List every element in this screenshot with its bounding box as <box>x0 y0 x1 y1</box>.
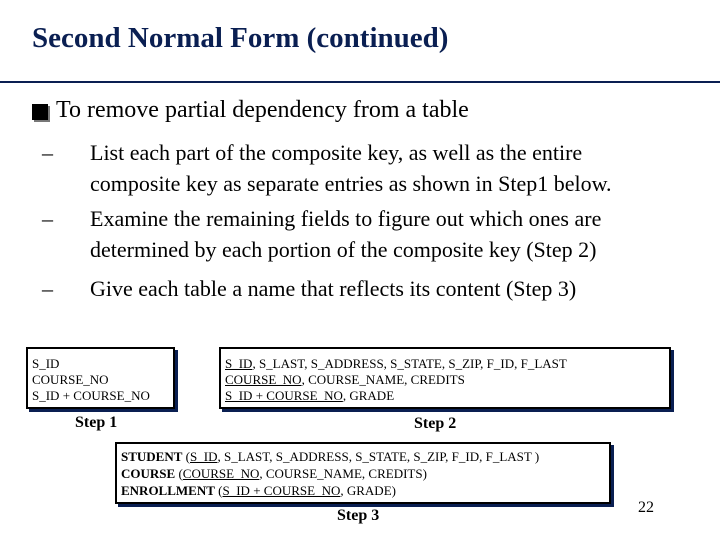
sub-bullet-1 <box>42 137 712 199</box>
step3-box <box>115 442 611 504</box>
paren: ( <box>175 466 183 481</box>
step2-row <box>225 372 665 388</box>
dash-icon: – <box>42 206 53 231</box>
page-number: 22 <box>638 499 654 516</box>
step1-box <box>26 347 175 409</box>
title-underline <box>0 81 720 83</box>
step3-row <box>121 482 605 499</box>
step2-key: COURSE_NO <box>225 372 302 387</box>
step3-fields: , S_LAST, S_ADDRESS, S_STATE, S_ZIP, F_ID, F_LAST ) <box>217 449 540 464</box>
dash-icon: – <box>42 276 53 301</box>
table-name: COURSE <box>121 466 176 481</box>
step3-label: Step 3 <box>337 507 380 524</box>
main-bullet <box>32 97 469 124</box>
step2-fields: , COURSE_NAME, CREDITS <box>301 372 465 387</box>
step2-row <box>225 388 665 404</box>
step3-row <box>121 448 605 465</box>
step2-key: S_ID + COURSE_NO <box>225 388 343 403</box>
step3-key: COURSE_NO <box>182 466 260 481</box>
step2-fields: , S_LAST, S_ADDRESS, S_STATE, S_ZIP, F_ID, F_LAST <box>252 356 567 371</box>
paren: ( <box>214 483 223 498</box>
step2-row <box>225 356 665 372</box>
step3-fields: , GRADE) <box>340 483 396 498</box>
dash-icon: – <box>42 140 53 165</box>
sub-bullet-3-line-1: Give each table a name that reflects its content (Step 3) <box>90 276 577 301</box>
sub-bullet-1-line-2: composite key as separate entries as shown in Step1 below. <box>90 171 612 196</box>
sub-bullet-1-line-1: List each part of the composite key, as well as the entire <box>90 140 583 165</box>
step3-key: S_ID + COURSE_NO <box>222 483 341 498</box>
slide-title: Second Normal Form (continued) <box>32 22 449 54</box>
step3-fields: , COURSE_NAME, CREDITS) <box>259 466 427 481</box>
step2-key: S_ID <box>225 356 253 371</box>
step2-label: Step 2 <box>414 415 457 432</box>
sub-bullet-2 <box>42 203 712 265</box>
step2-box <box>219 347 671 409</box>
table-name: ENROLLMENT <box>121 483 215 498</box>
sub-bullet-2-line-1: Examine the remaining fields to figure out which ones are <box>90 206 602 231</box>
sub-bullet-2-line-2: determined by each portion of the composite key (Step 2) <box>90 237 597 262</box>
step3-key: S_ID <box>190 449 218 464</box>
table-name: STUDENT <box>121 449 183 464</box>
step1-line: COURSE_NO <box>32 372 109 387</box>
step1-line: S_ID + COURSE_NO <box>32 388 150 403</box>
square-bullet-icon <box>32 104 48 120</box>
step3-row <box>121 465 605 482</box>
main-bullet-text: To remove partial dependency from a table <box>56 97 469 123</box>
step1-line: S_ID <box>32 356 60 371</box>
step1-label: Step 1 <box>75 414 118 431</box>
step2-fields: , GRADE <box>342 388 395 403</box>
sub-bullet-3 <box>42 273 712 304</box>
paren: ( <box>182 449 191 464</box>
